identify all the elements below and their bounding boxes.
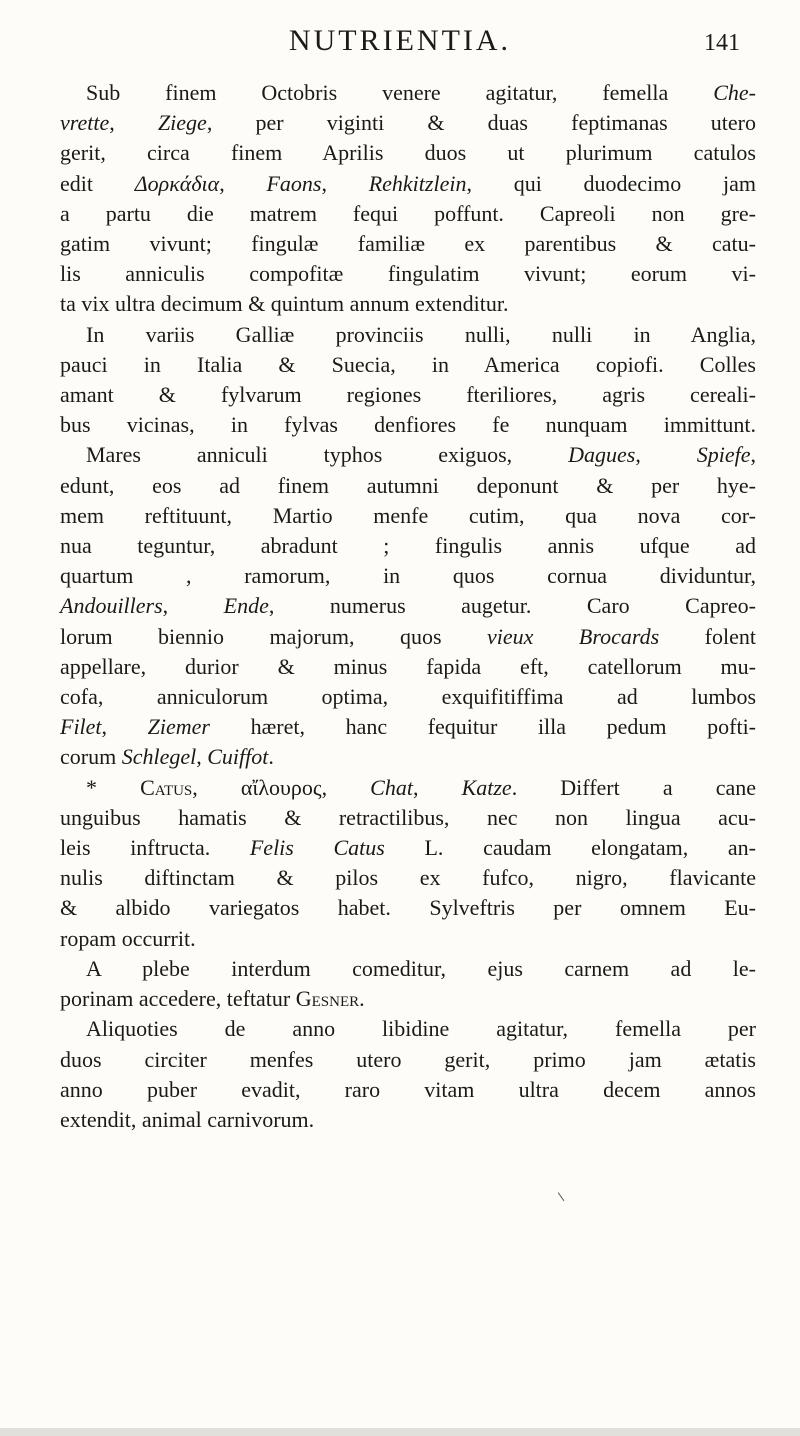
text-line: nulis diftinctam & pilos ex fufco, nigro, flavicante — [60, 865, 756, 891]
text-line: amant & fylvarum regiones fteriliores, agris cereali- — [60, 382, 756, 408]
text-line: ta vix ultra decimum & quintum annum extenditur. — [60, 291, 509, 317]
text-line: unguibus hamatis & retractilibus, nec non lingua acu- — [60, 804, 756, 830]
running-title: NUTRIENTIA. — [288, 24, 512, 57]
text-line: lorum biennio majorum, quos vieux Brocards folent — [60, 623, 756, 649]
text-line: * Catus, αἴλουρος, Chat, Katze. Differt a cane — [86, 774, 756, 800]
text-line: Sub finem Octobris venere agitatur, femella Che- — [86, 80, 756, 105]
text-line: nua teguntur, abradunt ; fingulis annis ufque ad — [60, 533, 756, 559]
text-line: cofa, anniculorum optima, exquifitiffima ad lumbos — [60, 684, 756, 710]
page-number: 141 — [704, 30, 740, 56]
text-line: lis anniculis compofitæ fingulatim vivunt; eorum vi- — [60, 261, 756, 287]
text-line: Mares anniculi typhos exiguos, Dagues, Spiefe, — [86, 442, 757, 468]
text-line: vrette, Ziege, per viginti & duas feptimanas utero — [60, 110, 757, 136]
text-line: bus vicinas, in fylvas denfiores fe nunquam immittunt. — [60, 412, 756, 438]
text-line: a partu die matrem fequi poffunt. Capreoli non gre- — [60, 200, 756, 226]
entry-heading: * Catus — [86, 774, 193, 800]
text-line: quartum , ramorum, in quos cornua dividuntur, — [60, 563, 756, 589]
running-head — [0, 16, 800, 66]
text-line: In variis Galliæ provinciis nulli, nulli in Anglia, — [86, 321, 756, 347]
text-line: corum Schlegel, Cuiffot. — [60, 744, 274, 770]
text-line: appellare, durior & minus fapida eft, catellorum mu- — [60, 653, 756, 679]
text-line: edunt, eos ad finem autumni deponunt & per hye- — [60, 472, 756, 498]
text-line: leis inftructa. Felis Catus L. caudam elongatam, an- — [60, 835, 756, 861]
text-line: gerit, circa finem Aprilis duos ut plurimum catulos — [60, 140, 756, 166]
text-line: anno puber evadit, raro vitam ultra decem annos — [60, 1076, 756, 1102]
text-line: ropam occurrit. — [60, 925, 196, 951]
text-line: porinam accedere, teftatur Gesner. — [60, 986, 365, 1012]
body-text — [60, 78, 756, 1135]
text-line: mem reftituunt, Martio menfe cutim, qua nova cor- — [60, 502, 756, 528]
text-line: Filet, Ziemer hæret, hanc fequitur illa pedum pofti- — [60, 714, 757, 740]
text-line: Andouillers, Ende, numerus augetur. Caro Capreo- — [60, 593, 757, 619]
text-line: pauci in Italia & Suecia, in America copiofi. Colles — [60, 351, 756, 377]
text-line: A plebe interdum comeditur, ejus carnem ad le- — [86, 955, 756, 981]
text-line: gatim vivunt; fingulæ familiæ ex parentibus & catu- — [60, 231, 756, 257]
margin-mark — [558, 1189, 569, 1201]
text-line: edit Δορκάδια, Faons, Rehkitzlein, qui duodecimo jam — [60, 170, 757, 196]
page-bottom-edge — [0, 1428, 800, 1436]
text-line: & albido variegatos habet. Sylveftris per omnem Eu- — [60, 895, 756, 921]
text-line: duos circiter menfes utero gerit, primo jam ætatis — [60, 1046, 756, 1072]
text-line: extendit, animal carnivorum. — [60, 1106, 315, 1132]
text-line: Aliquoties de anno libidine agitatur, femella per — [86, 1016, 756, 1042]
